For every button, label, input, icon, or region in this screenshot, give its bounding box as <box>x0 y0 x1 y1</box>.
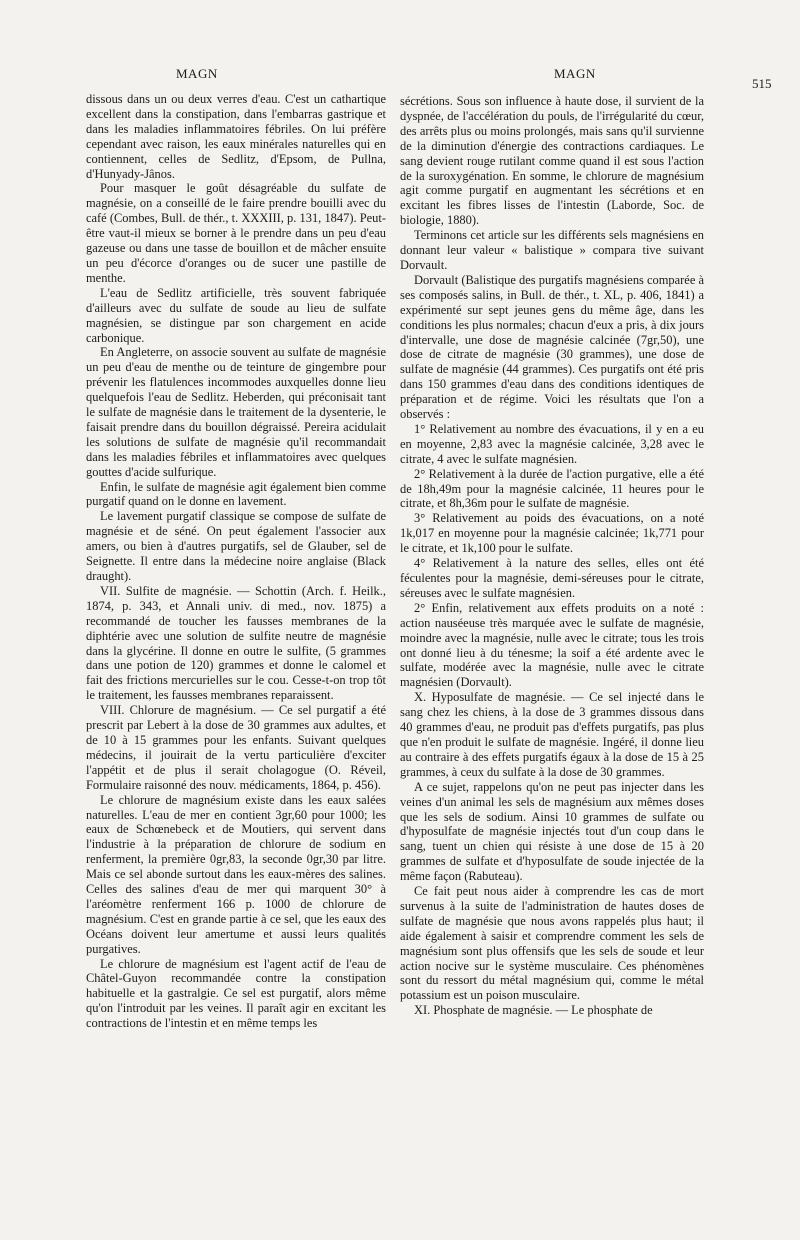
list-item: 1° Relativement au nombre des évacuations, il y en a eu en moyenne, 2,83 avec la magnésie calcinée, 3,28 avec le citrate, 4 avec le sulfate magnésien. <box>400 421 704 466</box>
paragraph: Enfin, le sulfate de magnésie agit également bien comme purgatif quand on le donne en lavement. <box>86 479 386 509</box>
running-head-left: MAGN <box>176 66 218 81</box>
list-item: 2° Relativement à la durée de l'action purgative, elle a été de 18h,49m pour la magnésie calcinée, 11 heures pour le citrate, et 8h,36m pour le sulfate de magnésie. <box>400 466 704 511</box>
paragraph: Dorvault (Balistique des purgatifs magnésiens comparée à ses composés salins, in Bull. de thér., t. XL, p. 406, 1841) a expérimenté sur sept jeunes gens du même âge, dans les conditions les plus normales; chacun d'eux a pris, à dix jours d'intervalle, une dose de magnésie calcinée (7gr,50), une dose de citrate de magnésie (30 grammes), une dose de sulfate de magnésie (44 grammes). Ces purgatifs ont été pris dans 150 grammes d'eau dans des conditions identiques de préparation et de régime. Voici les résultats que l'on a observés : <box>400 272 704 422</box>
paragraph: Le chlorure de magnésium est l'agent actif de l'eau de Châtel-Guyon recommandée contre la constipation habituelle et la gastralgie. Ce sel est purgatif, alors même qu'on l'introduit par les veines. Il paraît agir en excitant les contractions de l'intestin et en même temps les <box>86 956 386 1031</box>
paragraph: L'eau de Sedlitz artificielle, très souvent fabriquée d'ailleurs avec du sulfate de soude au lieu de sulfate magnésien, se distingue par son chargement en acide carbonique. <box>86 285 386 345</box>
left-text-column <box>86 92 386 1031</box>
section-paragraph-phosphate: XI. Phosphate de magnésie. — Le phosphate de <box>414 1003 653 1018</box>
section-paragraph-chlorure: VIII. Chlorure de magnésium. — Ce sel purgatif a été prescrit par Lebert à la dose de 30 grammes aux adultes, et de 10 à 15 grammes pour les enfants. Suivant quelques médecins, il jouirait de la vertu particulière d'exciter l'appétit et de plus il serait cholagogue (O. Réveil, Formulaire raisonné des nouv. médicaments, 1864, p. 456). <box>86 703 386 792</box>
paragraph: A ce sujet, rappelons qu'on ne peut pas injecter dans les veines d'un animal les sels de magnésium aux mêmes doses que les sels de sodium. Ainsi 10 grammes de sulfate ou d'hyposulfate de magnésie injectés tout d'un coup dans le sang, tuent un chien qui résiste à une dose de 15 à 20 grammes de sulfate et d'hyposulfate de soude injectée de la même façon (Rabuteau). <box>400 779 704 884</box>
paragraph: Terminons cet article sur les différents sels magnésiens en donnant leur valeur « balistique » compara tive suivant Dorvault. <box>400 228 704 272</box>
list-item: 2° Enfin, relativement aux effets produits on a noté : action nauséeuse très marquée avec le sulfate de magnésie, moindre avec la magnésie, nulle avec le citrate; tous les trois ont donné lieu à du ténesme; la soif a été ardente avec le sulfate, modérée avec la magnésie, nulle avec le citrate magnésien (Dorvault). <box>400 600 704 690</box>
paragraph: Pour masquer le goût désagréable du sulfate de magnésie, on a conseillé de le faire prendre bouilli avec du café (Combes, Bull. de thér., t. XXXIII, p. 131, 1847). Peut-être vaut-il mieux se borner à le prendre dans un peu d'eau gazeuse ou dans une tasse de bouillon et de mâcher ensuite un peu d'écorce d'oranges ou de sucer une pastille de menthe. <box>86 181 386 285</box>
paragraph: sécrétions. Sous son influence à haute dose, il survient de la dyspnée, de l'accélération du pouls, de l'irrégularité du cœur, des arrêts plus ou moins prolongés, mais sans qu'il survienne de la diminution d'énergie des contractions cardiaques. Le sang devient rouge rutilant comme quand il est sous l'action de la suroxygénation. En somme, le chlorure de magnésium agit comme purgatif en augmentant les sécrétions et en excitant les fibres lisses de l'intestin (Laborde, Soc. de biologie, 1880). <box>400 94 704 228</box>
list-item: 3° Relativement au poids des évacuations, on a noté 1k,017 en moyenne pour la magnésie calcinée; 1k,771 pour le citrate, et 1k,100 pour le sulfate. <box>400 511 704 556</box>
paragraph: Le chlorure de magnésium existe dans les eaux salées naturelles. L'eau de mer en contient 3gr,60 pour 1000; les eaux de Schœnebeck et de Moutiers, qui servent dans l'industrie à la préparation de chlorure de sodium en renferment, la première 0gr,83, la seconde 0gr,30 par litre. Mais ce sel abonde surtout dans les eaux-mères des salines. Celles des salines d'eau de mer qui marquent 30° à l'aréomètre renferment 166 p. 1000 de chlorure de magnésium. C'est en grande partie à ce sel, que les eaux des Océans doivent leur amertume et aussi leurs qualités purgatives. <box>86 792 386 956</box>
running-head-right: MAGN <box>554 66 596 81</box>
list-item: 4° Relativement à la nature des selles, elles ont été féculentes pour la magnésie, demi-séreuses pour le citrate, séreuses avec le sulfate magnésien. <box>400 556 704 600</box>
paragraph: Ce fait peut nous aider à comprendre les cas de mort survenus à la suite de l'administration de hautes doses de sulfate de magnésie que nous avons rappelés plus haut; il aide également à saisir et comprendre comment les sels de magnésium sont plus offensifs que les sels de soude et leur action nocive sur le système musculaire. Ces phénomènes sont du ressort du métal magnésium qui, comme le métal potassium est un poison musculaire. <box>400 884 704 1003</box>
section-paragraph-sulfite: VII. Sulfite de magnésie. — Schottin (Arch. f. Heilk., 1874, p. 343, et Annali univ. di med., nov. 1875) a recommandé de toucher les fausses membranes de la diphtérie avec une solution de sulfite neutre de magnésie dans la glycérine. Il donne en outre le sulfite, (5 grammes dans une potion de 120) grammes et donne le calomel et fait des frictions mercurielles sur le cou. Cesse-t-on trop tôt le traitement, les fausses membranes reparaissent. <box>86 583 386 703</box>
right-text-column <box>400 94 704 1018</box>
page-number: 515 <box>752 76 772 91</box>
paragraph: En Angleterre, on associe souvent au sulfate de magnésie un peu d'eau de menthe ou de teinture de gingembre pour prévenir les flatulences incommodes auxquelles donne lieu quelquefois l'eau de Sedlitz. Heberden, qui préconisait tant le sulfate de magnésie dans le traitement de la dysenterie, le faisait prendre dans du bouillon dégraissé. Pereira acidulait les solutions de sulfate de magnésie qu'il recommandait dans les maladies fébriles et inflammatoires avec quelques gouttes d'acide sulfurique. <box>86 345 386 479</box>
section-paragraph-hyposulfate: X. Hyposulfate de magnésie. — Ce sel injecté dans le sang chez les chiens, à la dose de 3 grammes dissous dans 40 grammes d'eau, ne produit pas d'effets purgatifs, pas plus que n'en produit le sulfate de magnésie. Ingéré, il donne lieu au contraire à des effets purgatifs égaux à la dose de 15 à 25 grammes, à ceux du sulfate à la dose de 30 grammes. <box>400 690 704 779</box>
paragraph: Le lavement purgatif classique se compose de sulfate de magnésie et de séné. On peut également l'associer aux amers, ou bien à d'autres purgatifs, sel de Glauber, sel de Seignette. Il entre dans la médecine noire anglaise (Black draught). <box>86 509 386 583</box>
paragraph: dissous dans un ou deux verres d'eau. C'est un cathartique excellent dans la constipation, dans l'embarras gastrique et dans les maladies inflammatoires fébriles. On lui préfère cependant avec raison, les eaux minérales naturelles qui en contiennent, celles de Sedlitz, d'Epsom, de Pullna, d'Hunyady-Jânos. <box>86 92 386 181</box>
